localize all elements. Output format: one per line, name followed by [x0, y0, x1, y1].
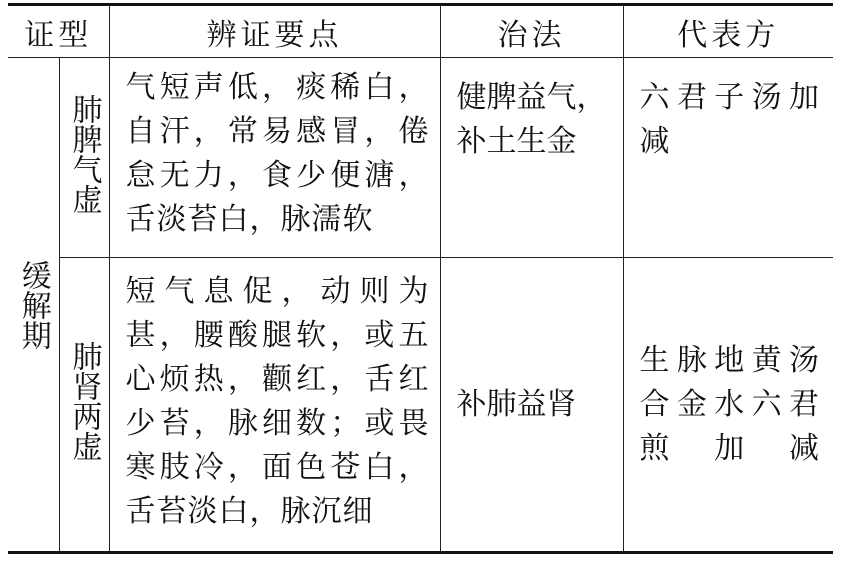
header-formula: 代表方 [623, 5, 833, 58]
key-points-cell: 短气息促，动则为甚，腰酸腿软，或五心烦热，颧红，舌红少苔，脉细数；或畏寒肢冷，面色苍白，舌苔淡白，脉沉细 [109, 258, 440, 553]
key-points-cell: 气短声低，痰稀白，自汗，常易感冒，倦怠无力，食少便溏，舌淡苔白，脉濡软 [109, 58, 440, 258]
header-treatment: 治法 [440, 5, 623, 58]
syndrome-table [8, 3, 833, 554]
treatment-cell: 补肺益肾 [440, 258, 623, 553]
subtype-cell: 肺脾气虚 [59, 58, 109, 258]
subtype-cell: 肺肾两虚 [59, 258, 109, 553]
table-row [8, 58, 833, 258]
table-row [8, 258, 833, 553]
phase-cell: 缓解期 [8, 58, 59, 553]
treatment-cell: 健脾益气，补土生金 [440, 58, 623, 258]
header-syndrome: 证型 [8, 5, 109, 58]
syndrome-table-frame [8, 3, 833, 554]
header-key-points: 辨证要点 [109, 5, 440, 58]
formula-cell: 生脉地黄汤合金水六君煎加减 [623, 258, 833, 553]
formula-cell: 六君子汤加减 [623, 58, 833, 258]
header-row [8, 5, 833, 58]
